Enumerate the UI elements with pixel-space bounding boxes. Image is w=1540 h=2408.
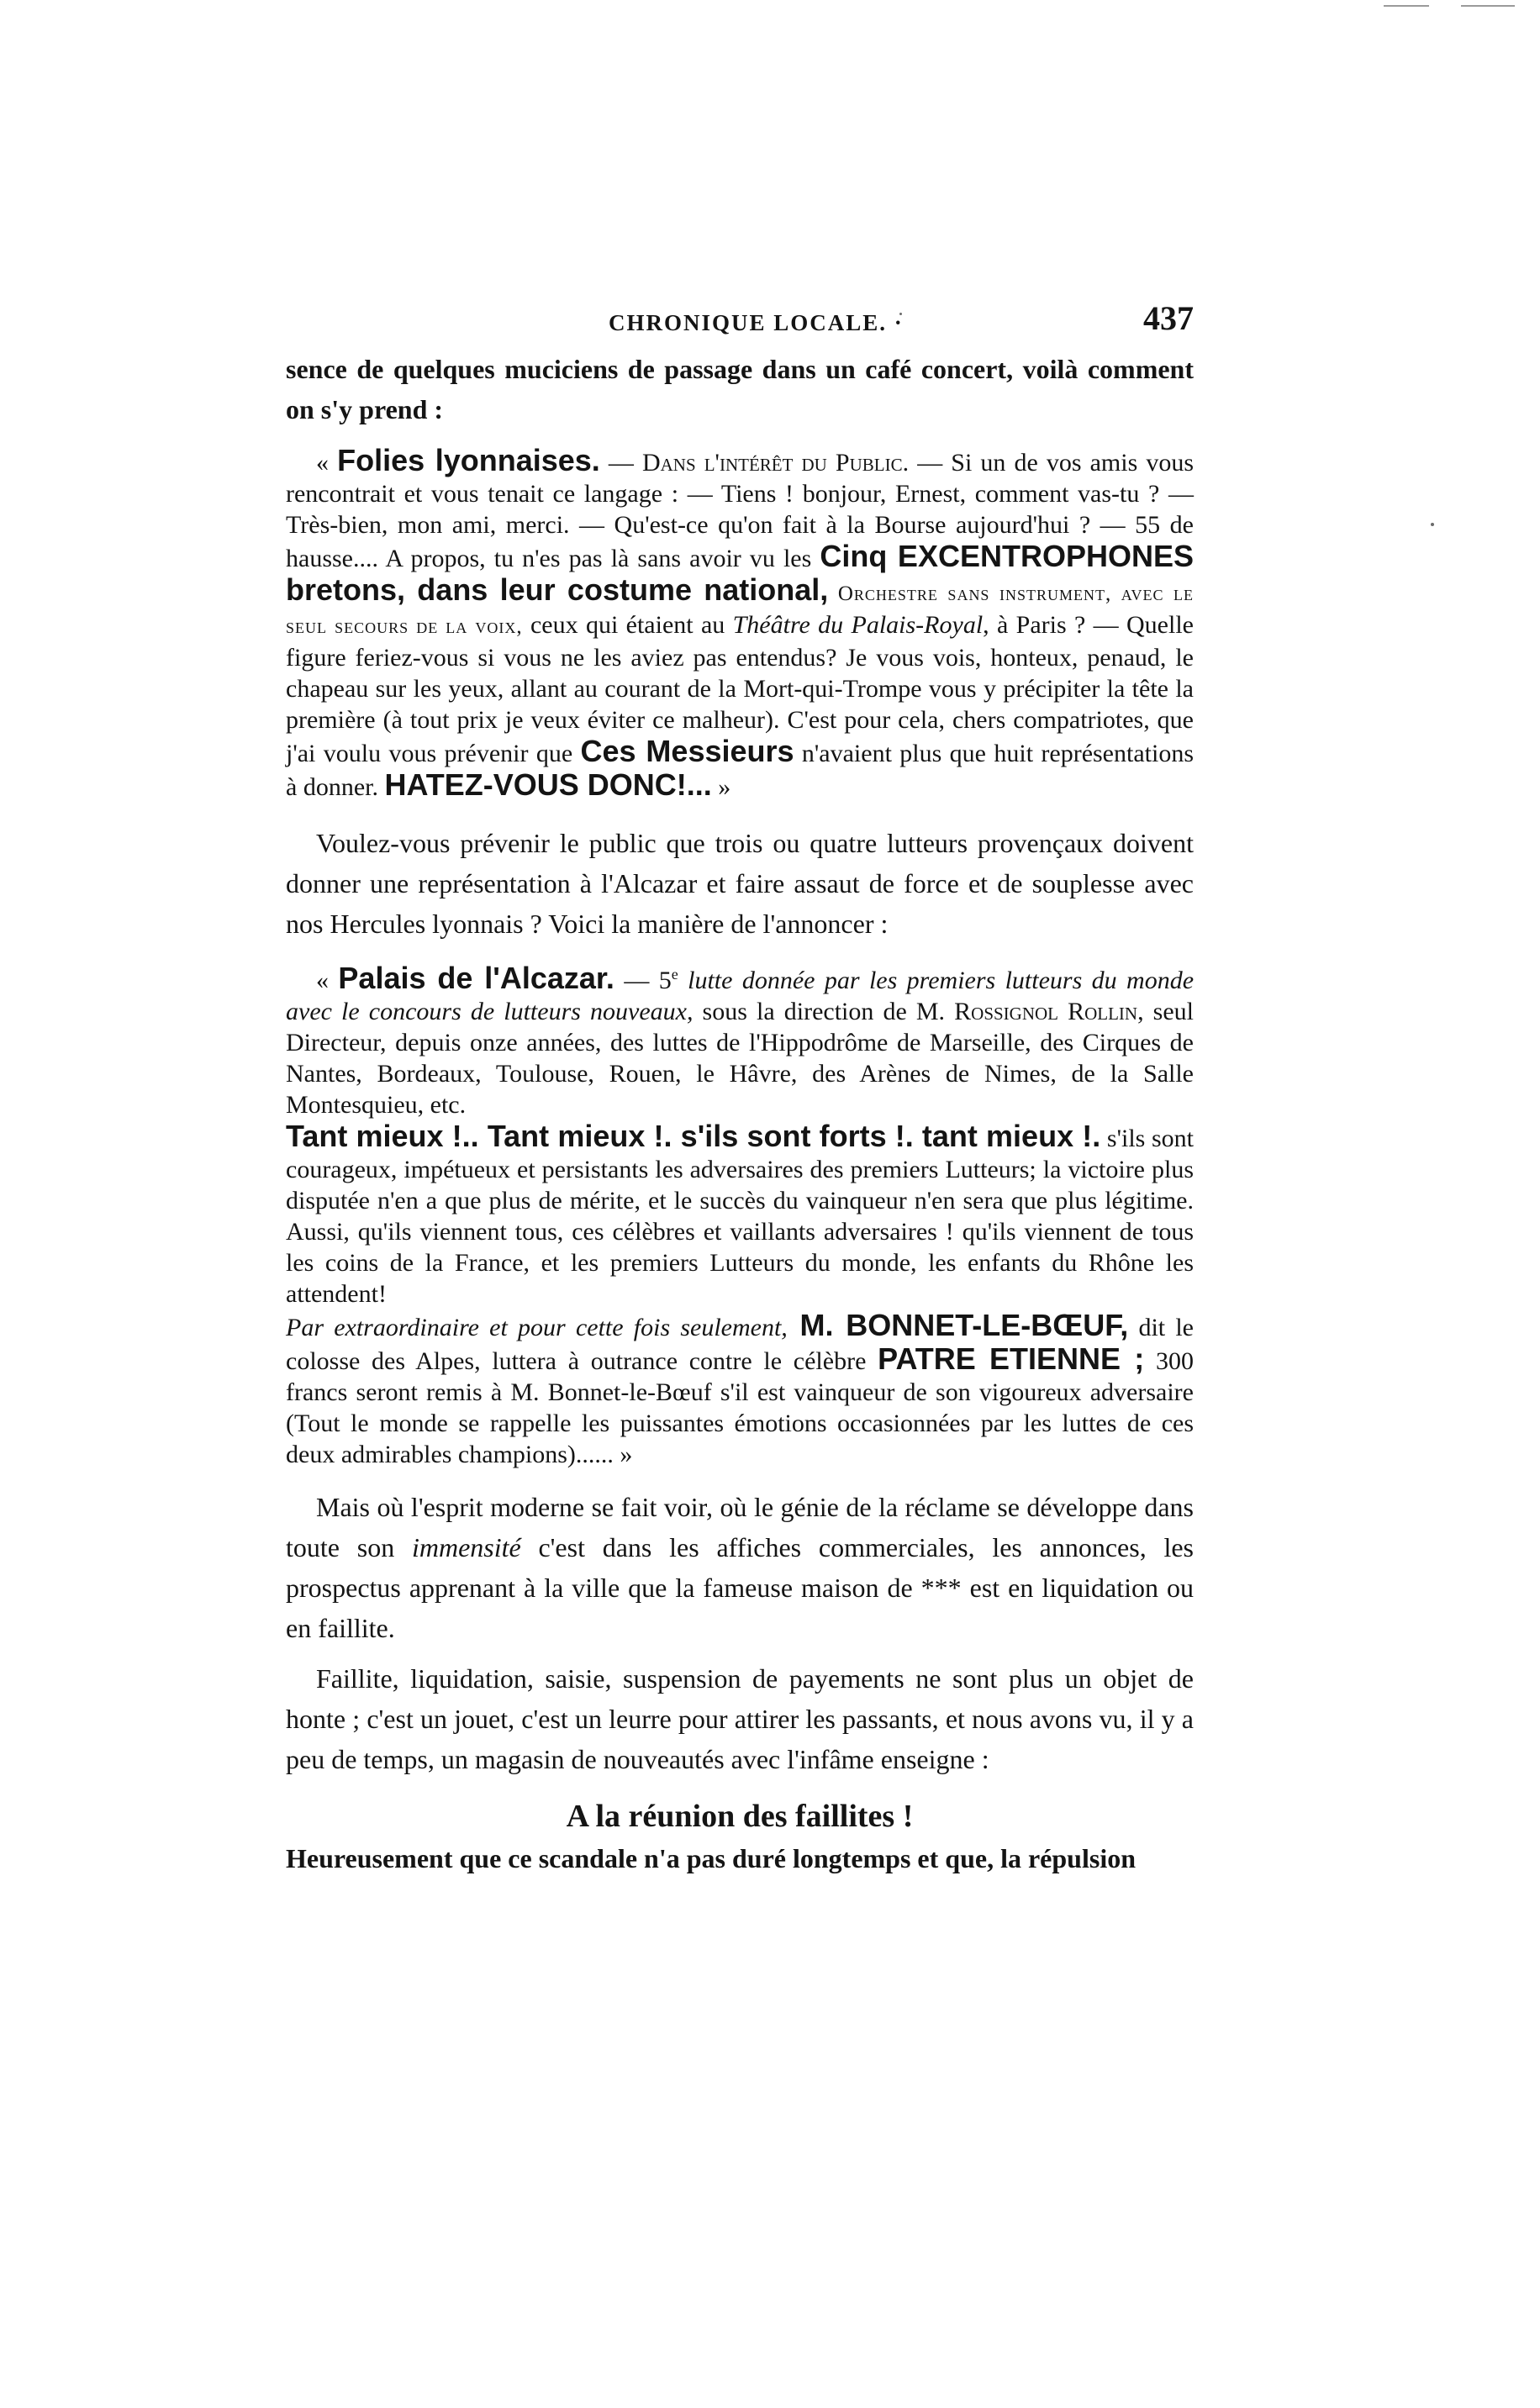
- advert-text: seul Directeur, depuis onze années, des luttes de l'Hippodrôme de Marseille, des Cirques de Nantes, Bordeaux, Toulouse, Rouen, le Hâvre, des Arènes de Nimes, de la Salle Montesquieu, etc.: [286, 998, 1194, 1119]
- paragraph-text: c'est dans les affiches commerciales, les annonces, les prospectus apprenant à la ville que la fameuse maison de *** est en liquidation ou en faillite.: [286, 1532, 1195, 1643]
- running-head-text: CHRONIQUE LOCALE.: [609, 310, 894, 335]
- paragraph-text: Mais où l'esprit moderne se fait voir, où le génie de la réclame se développe dans toute son: [286, 1492, 1194, 1562]
- quote-close: »: [711, 773, 731, 801]
- smallcaps-phrase: Orchestre sans instrument, avec le seul secours de la voix,: [286, 582, 1194, 638]
- bold-phrase: M. BONNET-LE-BŒUF,: [787, 1308, 1129, 1342]
- advert-text: n'avaient plus que huit représentations à donner.: [286, 740, 1194, 801]
- italic-phrase: immensité: [411, 1532, 521, 1562]
- top-rule-right: [1461, 5, 1515, 7]
- running-head: [609, 310, 904, 336]
- advert-palais-alcazar: [286, 959, 1194, 1470]
- advert-text: — Si un de vos amis vous rencontrait et vous tenait ce langage : — Tiens ! bonjour, Ernest, comment vas-tu ? — Très-bien, mon ami, merci. — Qu'est-ce qu'on fait à la Bourse aujourd'hui ? — 55 de hausse.... A propos, tu n'es pas là sans avoir vu les: [286, 449, 1195, 572]
- page-body: [286, 349, 1194, 1878]
- paragraph-1: sence de quelques muciciens de passage dans un café concert, voilà comment on s'y prend :: [286, 354, 1194, 424]
- quote-open: «: [316, 449, 338, 477]
- paragraph-4: Faillite, liquidation, saisie, suspension de payements ne sont plus un objet de honte ; c'est un jouet, c'est un leurre pour attirer les passants, et nous avons vu, il y a peu de temps, un magasin de nouveautés avec l'infâme enseigne :: [286, 1663, 1194, 1774]
- bold-phrase: Ces Messieurs: [580, 734, 794, 768]
- shop-sign: A la réunion des faillites !: [566, 1799, 914, 1834]
- advert-folies-lyonnaises: [286, 445, 1194, 803]
- paragraph-3: [286, 1487, 1194, 1648]
- bold-phrase: PATRE ETIENNE ;: [878, 1341, 1145, 1376]
- advert-text: 300 francs seront remis à M. Bonnet-le-Bœuf s'il est vainqueur de son vigoureux adversaire (Tout le monde se rappelle les puissantes émotions occasionnées par les luttes de ces deux admirables champions)...... »: [286, 1347, 1195, 1468]
- superscript: e: [671, 966, 678, 983]
- advert-text: s'ils sont courageux, impétueux et persistants les adversaires des premiers Lutteurs; la victoire plus disputée n'en a que plus de mérite, et le succès du vainqueur n'en sera que plus légitime. Aussi, qu'ils viennent tous, ces célèbres et vaillants adversaires ! qu'ils viennent de tous les coins de la France, et les premiers Lutteurs du monde, les enfants du Rhône les attendent!: [286, 1125, 1195, 1308]
- dash: — 5: [614, 967, 672, 994]
- smallcaps-phrase: Dans l'intérêt du Public.: [641, 449, 910, 477]
- page-number: 437: [1143, 299, 1194, 337]
- italic-phrase: Par extraordinaire et pour cette fois seulement,: [286, 1314, 788, 1341]
- speck: [1431, 523, 1434, 526]
- cheer-line: Tant mieux !.. Tant mieux !. s'ils sont forts !. tant mieux !.: [286, 1119, 1101, 1153]
- italic-phrase: Théâtre du Palais-Royal: [732, 611, 984, 639]
- advert-title: Folies lyonnaises.: [337, 443, 600, 477]
- running-head-dot: ·: [894, 310, 904, 335]
- advert-text: , à Paris ? — Quelle figure feriez-vous si vous ne les aviez pas entendus? Je vous vois, honteux, penaud, le chapeau sur les yeux, allant au courant de la Mort-qui-Trompe vous y précipiter la tête la première (à tout prix je veux éviter ce malheur). C'est pour cela, chers compatriotes, que j'ai voulu vous prévenir que: [286, 611, 1194, 767]
- advert-text: sous la direction de M.: [693, 998, 955, 1025]
- advert-text: dit le colosse des Alpes, luttera à outrance contre le célèbre: [286, 1314, 1194, 1375]
- quote-open: «: [316, 967, 339, 994]
- advert-text: ceux qui étaient au: [522, 611, 733, 639]
- page-header: [286, 298, 1194, 340]
- bold-phrase: Cinq EXCENTROPHONES bretons, dans leur costume national,: [286, 539, 1194, 607]
- top-rule-left: [1384, 5, 1429, 7]
- paragraph-5: Heureusement que ce scandale n'a pas duré longtemps et que, la répulsion: [286, 1843, 1136, 1873]
- advert-title: Palais de l'Alcazar.: [338, 961, 614, 995]
- italic-phrase: lutte donnée par les premiers lutteurs du monde avec le concours de lutteurs nouveaux,: [286, 967, 1195, 1025]
- director-name: Rossignol Rollin,: [954, 998, 1144, 1025]
- bold-phrase: HATEZ-VOUS DONC!...: [384, 767, 712, 802]
- paragraph-2: Voulez-vous prévenir le public que trois ou quatre lutteurs provençaux doivent donner une représentation à l'Alcazar et faire assaut de force et de souplesse avec nos Hercules lyonnais ? Voici la manière de l'annoncer :: [286, 828, 1194, 939]
- dash: —: [599, 449, 642, 477]
